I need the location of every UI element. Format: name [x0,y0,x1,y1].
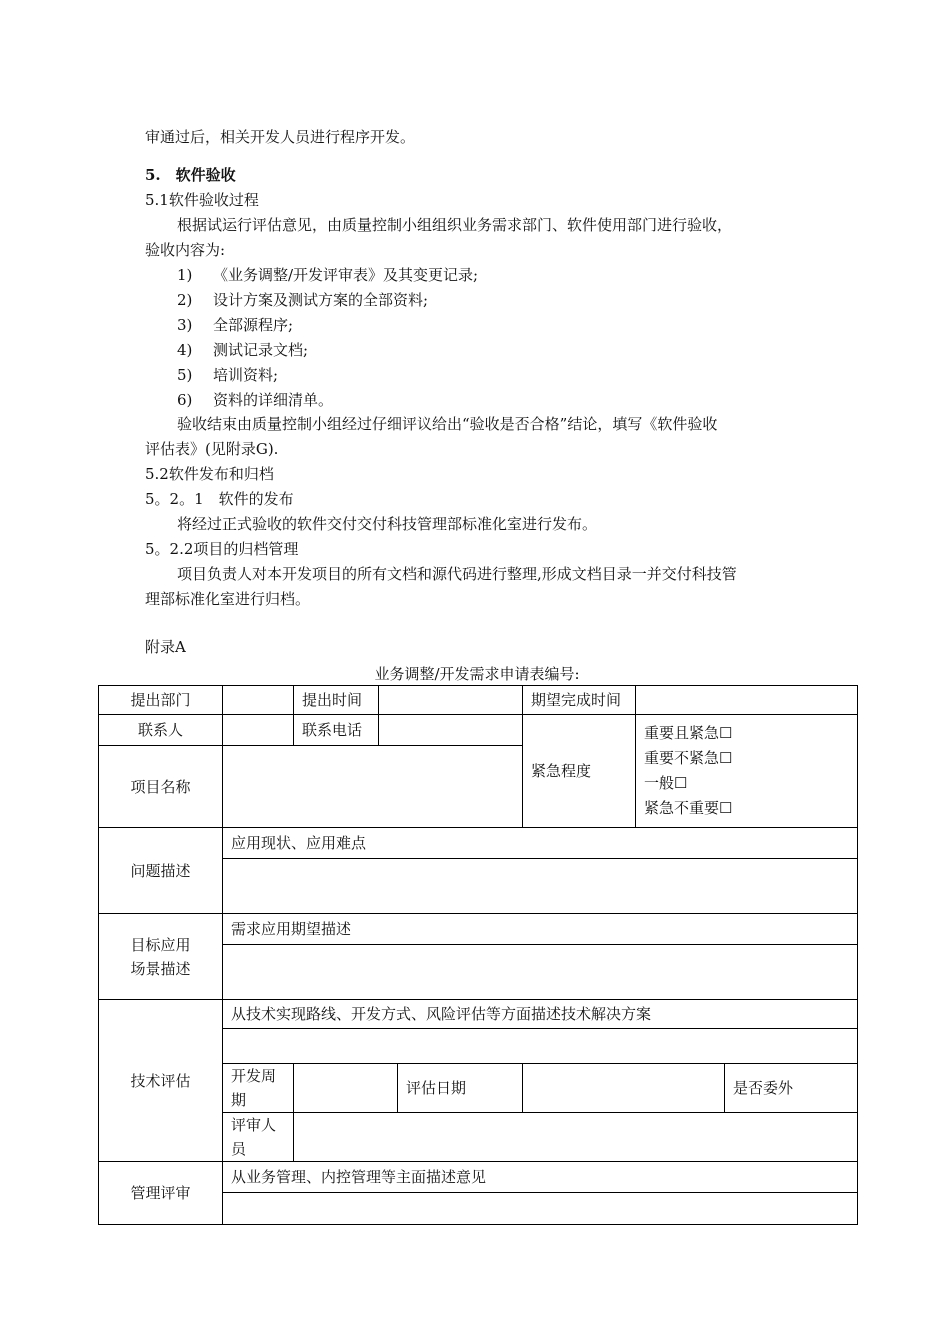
list-item-number: 3) [177,316,193,334]
list-item-text: 《业务调整/开发评审表》及其变更记录; [213,266,479,284]
eval-date-label: 评估日期 [398,1064,523,1113]
list-item [177,290,428,310]
form-caption: 业务调整/开发需求申请表编号: [374,665,580,683]
project-value-cell[interactable] [223,746,523,828]
reviewer-label: 评审人员 [223,1113,294,1162]
table-row [99,828,858,859]
table-row [99,914,858,945]
dev-cycle-value-cell[interactable] [294,1064,398,1113]
mgmt-label: 管理评审 [99,1162,223,1225]
paragraph-line: 验收内容为: [145,241,226,259]
section-5-2-title: 5.2软件发布和归档 [145,465,274,483]
list-item-text: 全部源程序; [213,316,294,334]
list-item-number: 1) [177,266,193,284]
tech-value-cell[interactable] [223,1029,858,1064]
list-item [177,390,333,410]
paragraph-line: 根据试运行评估意见，由质量控制小组组织业务需求部门、软件使用部门进行验收， [177,216,733,234]
problem-label: 问题描述 [99,828,223,914]
time-value-cell[interactable] [379,686,523,715]
list-item [177,340,308,360]
time-label: 提出时间 [294,686,379,715]
expect-value-cell[interactable] [636,686,858,715]
target-value-cell[interactable] [223,945,858,1000]
target-label-line: 场景描述 [130,959,191,978]
list-item-text: 培训资料; [213,366,279,384]
phone-value-cell[interactable] [379,715,523,746]
table-row [99,686,858,715]
outsource-label: 是否委外 [725,1064,858,1113]
dept-label: 提出部门 [99,686,223,715]
list-item-number: 4) [177,341,193,359]
expect-label: 期望完成时间 [523,686,636,715]
mgmt-hint: 从业务管理、内控管理等主面描述意见 [223,1162,858,1193]
phone-label: 联系电话 [294,715,379,746]
tech-hint: 从技术实现路线、开发方式、风险评估等方面描述技术解决方案 [223,1000,858,1029]
target-label-line: 目标应用 [130,935,191,954]
contact-label: 联系人 [99,715,223,746]
list-item [177,365,278,385]
urgency-option-checkbox[interactable]: 重要不紧急☐ [644,749,733,767]
list-item [177,265,478,285]
list-item-number: 5) [177,366,193,384]
table-row [99,1162,858,1193]
urgency-options [636,715,858,828]
table-row [99,715,858,746]
reviewer-value-cell[interactable] [294,1113,858,1162]
mgmt-value-cell[interactable] [223,1193,858,1225]
urgency-option-checkbox[interactable]: 紧急不重要☐ [644,799,733,817]
appendix-label: 附录A [145,638,186,656]
urgency-option-checkbox[interactable]: 一般☐ [644,774,688,792]
section-5-2-2-title: 5。2.2项目的归档管理 [145,540,299,558]
list-item-number: 2) [177,291,193,309]
paragraph-line: 验收结束由质量控制小组经过仔细评议给出“验收是否合格”结论，填写《软件验收 [177,415,718,433]
continuation-line: 审通过后，相关开发人员进行程序开发。 [145,128,416,146]
section-5-2-1-title: 5。2。1 软件的发布 [145,490,294,508]
section-5-1-title: 5.1软件验收过程 [145,191,259,209]
list-item [177,315,293,335]
tech-label: 技术评估 [99,1000,223,1162]
problem-hint: 应用现状、应用难点 [223,828,858,859]
list-item-number: 6) [177,391,193,409]
list-item-text: 设计方案及测试方案的全部资料; [213,291,429,309]
eval-date-value-cell[interactable] [523,1064,725,1113]
paragraph-line: 评估表》(见附录G). [145,440,279,458]
urgency-label: 紧急程度 [523,715,636,828]
target-hint: 需求应用期望描述 [223,914,858,945]
table-row [99,1000,858,1029]
target-label [99,914,223,1000]
dev-cycle-label: 开发周期 [223,1064,294,1113]
contact-value-cell[interactable] [223,715,294,746]
paragraph-line: 将经过正式验收的软件交付交付科技管理部标准化室进行发布。 [177,515,598,533]
dept-value-cell[interactable] [223,686,294,715]
urgency-option-checkbox[interactable]: 重要且紧急☐ [644,724,733,742]
section-5-title: 5. 软件验收 [145,166,236,184]
paragraph-line: 项目负责人对本开发项目的所有文档和源代码进行整理,形成文档目录一并交付科技管 [177,565,737,583]
list-item-text: 测试记录文档; [213,341,309,359]
paragraph-line: 理部标准化室进行归档。 [145,590,311,608]
request-form-table [98,685,858,1225]
project-label: 项目名称 [99,746,223,828]
problem-value-cell[interactable] [223,859,858,914]
list-item-text: 资料的详细清单。 [213,391,334,409]
